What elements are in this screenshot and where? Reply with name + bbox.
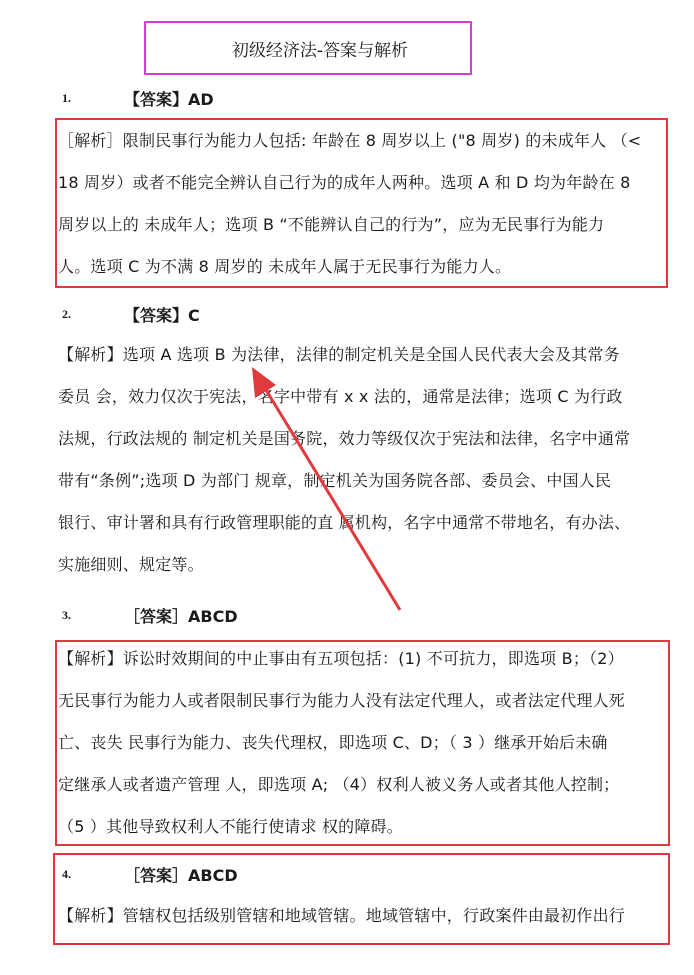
explanation-line: 银行、审计署和具有行政管理职能的直 属机构，名字中通常不带地名，有办法、 [58, 513, 631, 532]
question-number: 3. [62, 608, 71, 622]
explanation-line: 带有“条例”;选项 D 为部门 规章，制定机关为国务院各部、委员会、中国人民 [58, 471, 612, 490]
explanation-line: 委员 会，效力仅次于宪法，名字中带有 x x 法的，通常是法律；选项 C 为行政 [58, 387, 623, 406]
explanation-line: 【解析】管辖权包括级别管辖和地域管辖。地域管辖中，行政案件由最初作出行 [58, 906, 626, 925]
explanation-line: （5 ）其他导致权利人不能行使请求 权的障碍。 [58, 817, 403, 836]
question-answer: 【答案】AD [124, 90, 214, 109]
question-number: 2. [62, 307, 71, 321]
document-title: 初级经济法-答案与解析 [231, 40, 409, 61]
question-number: 1. [62, 91, 71, 105]
explanation-line: ［解析］限制民事行为能力人包括: 年龄在 8 周岁以上 ("8 周岁) 的未成年人 （< [58, 131, 642, 150]
question-answer: ［答案］ABCD [124, 866, 238, 885]
explanation-line: 法规，行政法规的 制定机关是国务院，效力等级仅次于宪法和法律，名字中通常 [58, 429, 631, 448]
explanation-line: 周岁以上的 未成年人；选项 B “不能辨认自己的行为”，应为无民事行为能力 [58, 215, 605, 234]
explanation-line: 【解析】诉讼时效期间的中止事由有五项包括：(1) 不可抗力，即选项 B；（2） [58, 649, 624, 668]
question-number: 4. [62, 867, 71, 881]
explanation-line: 无民事行为能力人或者限制民事行为能力人没有法定代理人，或者法定代理人死 [58, 691, 626, 710]
explanation-line: 亡、丧失 民事行为能力、丧失代理权，即选项 C、D；（ 3 ）继承开始后未确 [58, 733, 608, 752]
explanation-line: 定继承人或者遗产管理 人，即选项 A; （4）权利人被义务人或者其他人控制； [58, 775, 620, 794]
explanation-line: 实施细则、规定等。 [58, 555, 204, 574]
explanation-line: 人。选项 C 为不满 8 周岁的 未成年人属于无民事行为能力人。 [58, 257, 512, 276]
explanation-line: 【解析】选项 A 选项 B 为法律，法律的制定机关是全国人民代表大会及其常务 [58, 345, 620, 364]
question-answer: ［答案］ABCD [124, 607, 238, 626]
question-answer: 【答案】C [124, 306, 200, 325]
explanation-line: 18 周岁）或者不能完全辨认自己行为的成年人两种。选项 A 和 D 均为年龄在 8 [58, 173, 631, 192]
